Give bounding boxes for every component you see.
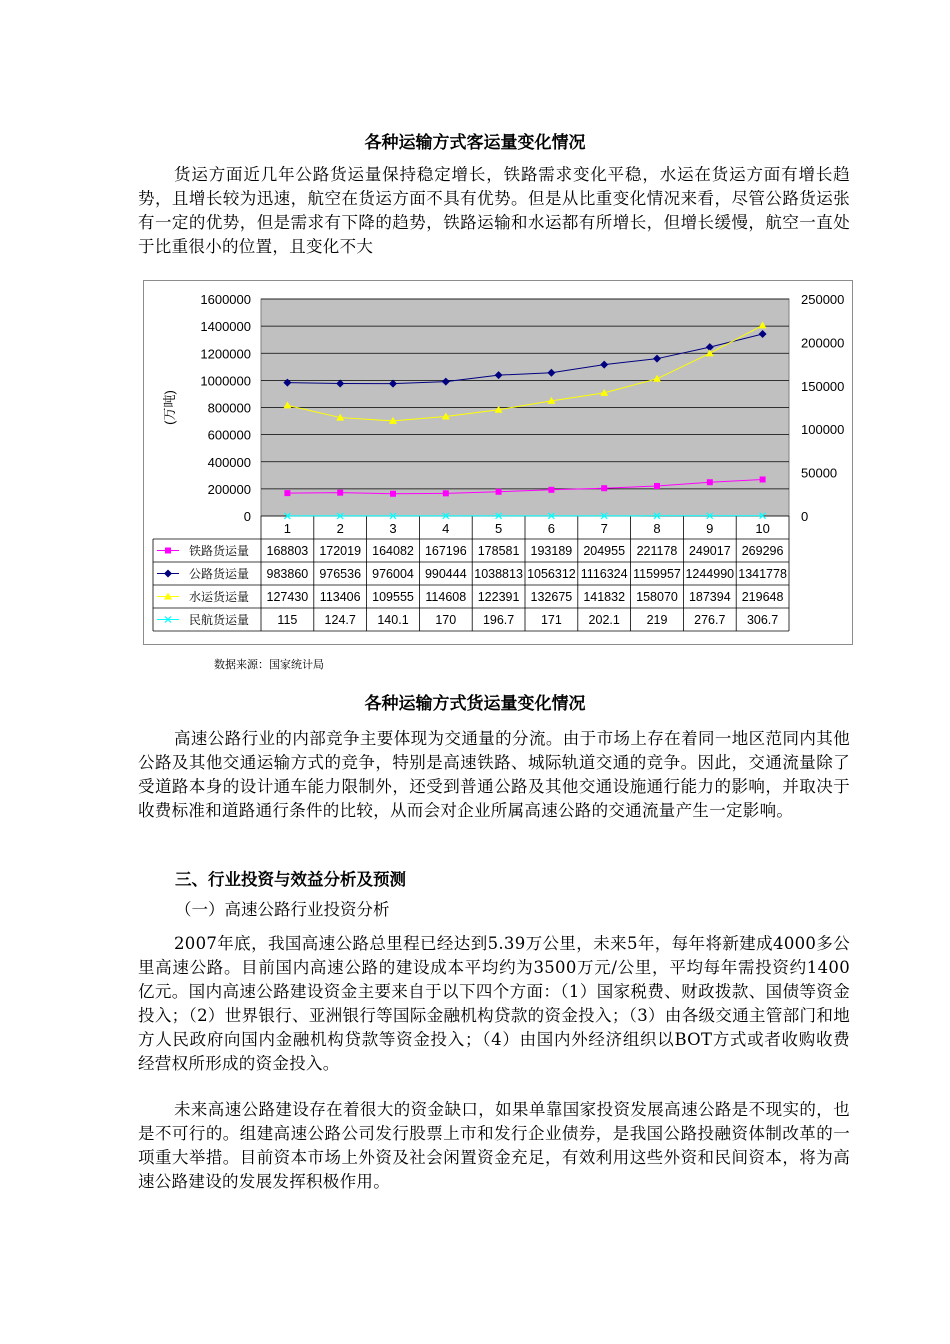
passenger-chart-title: 各种运输方式客运量变化情况	[364, 133, 586, 153]
y2-tick-label: 250000	[801, 292, 845, 307]
data-point	[654, 483, 660, 489]
y-tick-label: 800000	[207, 400, 251, 416]
data-label: 1159957	[633, 567, 681, 581]
data-label: 196.7	[482, 613, 515, 627]
data-point	[760, 476, 766, 482]
data-label: 164082	[372, 544, 414, 558]
y-tick-label: 400000	[207, 454, 251, 470]
data-label: 170	[435, 613, 457, 627]
paragraph-freight-trend: 货运方面近几年公路货运量保持稳定增长，铁路需求变化平稳，水运在货运方面有增长趋势，且增长较为迅速，航空在货运方面不具有优势。但是从比重变化情况来看，尽管公路货运张有一定的优势，但是需求有下降的趋势，铁路运输和水运都有所增长，但增长缓慢，航空一直处于比重很小的位置，且变化不大	[138, 165, 850, 256]
y-tick-label: 1000000	[200, 373, 251, 389]
paragraph-investment: 2007年底，我国高速公路总里程已经达到5.39万公里，未来5年，每年将新建成4000多公里高速公路。目前国内高速公路的建设成本平均约为3500万元/公里，平均每年需投资约1400亿元。国内高速公路建设资金主要来自于以下四个方面：（1）国家税费、财政拨款、国债等资金投入；（2）世界银行、亚洲银行等国际金融机构贷款的资金投入；（3）由各级交通主管部门和地方人民政府向国内金融机构贷款等资金投入；（4）由国内外经济组织以BOT方式或者收购收费经营权所形成的资金投入。	[138, 934, 850, 1073]
subsection-heading: （一）高速公路行业投资分析	[175, 900, 390, 919]
data-label: 168803	[266, 544, 309, 558]
data-point	[496, 489, 502, 495]
x-tick-label: 9	[706, 521, 714, 536]
data-label: 140.1	[377, 613, 409, 627]
paragraph-competition: 高速公路行业的内部竞争主要体现为交通量的分流。由于市场上存在着同一地区范同内其他公路及其他交通运输方式的竞争，特别是高速铁路、城际轨道交通的竞争。因此，交通流量除了受道路本身的设计通车能力限制外，还受到普通公路及其他交通设施通行能力的影响，并取决于收费标准和道路通行条件的比较，从而会对企业所属高速公路的交通流量产生一定影响。	[138, 729, 850, 820]
freight-chart-svg	[144, 281, 852, 644]
data-label: 276.7	[694, 613, 726, 627]
data-label: 132675	[530, 590, 573, 604]
x-tick-label: 3	[389, 521, 397, 536]
data-label: 113406	[319, 590, 361, 604]
freight-chart	[143, 280, 853, 645]
y-tick-label: 1400000	[200, 319, 251, 335]
legend-label: 铁路货运量	[189, 544, 250, 558]
data-label: 1244990	[685, 567, 735, 581]
data-label: 306.7	[746, 613, 779, 627]
y-axis-label: (万吨)	[162, 390, 177, 425]
x-tick-label: 5	[494, 521, 503, 536]
x-tick-label: 4	[442, 521, 450, 536]
x-tick-label: 10	[755, 521, 770, 536]
data-point	[601, 485, 607, 491]
data-label: 983860	[266, 567, 309, 581]
y-tick-label: 200000	[207, 481, 251, 497]
data-label: 109555	[372, 590, 414, 604]
y2-tick-label: 150000	[801, 378, 845, 394]
legend-label: 民航货运量	[189, 613, 250, 627]
data-label: 1341778	[738, 567, 787, 581]
x-tick-label: 1	[283, 521, 292, 536]
y2-tick-label: 100000	[801, 422, 845, 438]
legend-marker	[165, 548, 171, 554]
y-tick-label: 600000	[207, 427, 251, 443]
data-label: 976004	[372, 567, 414, 581]
data-label: 114608	[425, 590, 467, 604]
data-label: 1056312	[527, 567, 576, 581]
section-heading: 三、行业投资与效益分析及预测	[175, 870, 406, 889]
data-label: 204955	[583, 544, 626, 558]
x-tick-label: 7	[600, 521, 608, 536]
data-point	[443, 490, 449, 496]
legend-label: 公路货运量	[189, 567, 250, 581]
data-point	[707, 479, 713, 485]
data-label: 219	[646, 613, 668, 627]
data-label: 158070	[636, 590, 678, 604]
y2-tick-label: 0	[801, 509, 809, 524]
y-tick-label: 1600000	[200, 292, 251, 307]
data-label: 990444	[424, 567, 467, 581]
data-label: 122391	[477, 590, 520, 604]
data-label: 167196	[424, 544, 467, 558]
data-label: 249017	[688, 544, 731, 558]
data-source-note: 数据来源：国家统计局	[214, 658, 324, 671]
legend-marker	[164, 570, 172, 578]
data-label: 115	[277, 613, 298, 627]
data-point	[337, 490, 343, 496]
data-label: 976536	[319, 567, 362, 581]
data-label: 172019	[319, 544, 362, 558]
paragraph-funding-gap: 未来高速公路建设存在着很大的资金缺口，如果单靠国家投资发展高速公路是不现实的，也是不可行的。组建高速公路公司发行股票上市和发行企业债券，是我国公路投融资体制改革的一项重大举措。目前资本市场上外资及社会闲置资金充足，有效利用这些外资和民间资本，将为高速公路建设的发展发挥积极作用。	[138, 1100, 850, 1191]
data-label: 269296	[741, 544, 784, 558]
data-label: 187394	[688, 590, 731, 604]
x-tick-label: 6	[547, 521, 556, 536]
data-point	[548, 487, 554, 493]
data-label: 202.1	[588, 613, 620, 627]
data-point	[390, 491, 396, 497]
legend-label: 水运货运量	[189, 590, 250, 604]
data-label: 124.7	[324, 613, 356, 627]
x-tick-label: 8	[653, 521, 661, 536]
data-label: 221178	[636, 544, 678, 558]
data-label: 171	[540, 613, 562, 627]
data-label: 127430	[266, 590, 309, 604]
freight-chart-title: 各种运输方式货运量变化情况	[364, 694, 586, 714]
data-label: 1038813	[474, 567, 523, 581]
data-label: 141832	[583, 590, 626, 604]
data-label: 178581	[477, 544, 520, 558]
y-tick-label: 0	[243, 509, 251, 524]
y-tick-label: 1200000	[200, 346, 251, 362]
y2-tick-label: 200000	[801, 335, 845, 351]
data-point	[284, 490, 290, 496]
x-tick-label: 2	[336, 521, 344, 536]
data-label: 219648	[741, 590, 784, 604]
y2-tick-label: 50000	[801, 465, 838, 481]
data-label: 1116324	[580, 567, 628, 581]
data-label: 193189	[530, 544, 573, 558]
